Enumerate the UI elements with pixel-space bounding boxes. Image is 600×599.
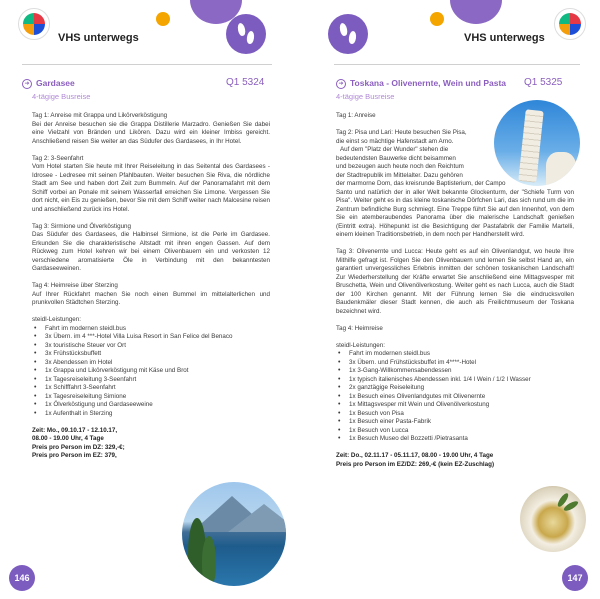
price-line: Preis pro Person im EZ/DZ: 269,-€ (kein EZ-Zuschlag): [336, 460, 495, 468]
day-heading: Tag 3: Sirmione und Ölverköstigung: [32, 222, 132, 230]
list-item: • 1x 3-Gang-Willkommensabendessen: [336, 367, 574, 376]
list-item: • 1x Besuch eines Olivenlandgutes mit Olivenernte: [336, 393, 574, 402]
orange-dot: [156, 12, 170, 26]
price-ez: Preis pro Person im EZ: 379,: [32, 452, 117, 459]
day-description: Bei der Anreise besuchen sie die Grappa Distillerie Marzadro. Genießen Sie dabei eine Vielzahl von Bränden und Likören. Dazu wird ein kleiner Imbiss gereicht. Anschließend reisen Sie weiter an das Südufer des Gardasees, in Ihr Hotel.: [32, 120, 270, 145]
day-description: Auf Ihrer Rückfahrt machen Sie noch einen Bummel im mittelalterlichen und prunkvollen Städtchen Sterzing.: [32, 290, 270, 306]
day-line: bedeutendsten Bauwerke dicht beisammen: [336, 154, 456, 162]
day-heading: Tag 4: Heimreise: [336, 324, 383, 332]
list-item: • Fahrt im modernen steidl.bus: [32, 325, 270, 334]
day-line: die einst so mächtige Hafenstadt am Arno.: [336, 137, 454, 145]
day-heading: Tag 1: Anreise mit Grappa und Likörverköstigung: [32, 112, 168, 119]
list-item: • 1x Besuch von Lucca: [336, 427, 574, 436]
services-heading: steidl-Leistungen:: [32, 316, 81, 323]
page-number: 146: [9, 565, 35, 591]
trip-code: Q1 5324: [226, 77, 265, 88]
page-right: [300, 0, 600, 599]
trip-code: Q1 5325: [524, 77, 563, 88]
trip-subtitle: 4-tägige Busreise: [32, 92, 91, 101]
lake-garda-photo: [182, 482, 286, 586]
header-brand: VHS unterwegs: [58, 32, 139, 44]
vhs-logo: [18, 8, 50, 40]
orange-dot: [430, 12, 444, 26]
trip-subtitle: 4-tägige Busreise: [336, 92, 395, 101]
list-item: • 1x Grappa und Likörverköstigung mit Käse und Brot: [32, 367, 270, 376]
trip-title: ➜ Toskana - Olivenernte, Wein und Pasta: [336, 78, 506, 89]
list-item: • 1x Besuch einer Pasta-Fabrik: [336, 418, 574, 427]
day-line: und bezeugen auch heute noch den Reichtum: [336, 163, 464, 170]
header-rule: [22, 64, 272, 65]
price-dz: Preis pro Person im DZ: 329,-€;: [32, 443, 125, 451]
trip-date: Zeit: Do., 02.11.17 - 05.11.17, 08.00 - 19.00 Uhr, 4 Tage: [336, 452, 494, 459]
day-line: der marmorne Dom, das kreisrunde Baptisterium, der Campo: [336, 180, 506, 187]
list-item: • 1x Schifffahrt 3-Seenfahrt: [32, 384, 270, 393]
vhs-logo: [554, 8, 586, 40]
list-item: • 1x Mittagsvesper mit Wein und Olivenölverkostung: [336, 401, 574, 410]
header-rule: [334, 64, 580, 65]
list-item: • 1x Besuch Museo del Bozzetti /Pietrasanta: [336, 435, 574, 444]
list-item: • 1x Tagesreiseleitung Simione: [32, 393, 270, 402]
list-item: • 1x typisch italienisches Abendessen inkl. 1/4 l Wein / 1/2 l Wasser: [336, 376, 574, 385]
list-item: • 1x Aufenthalt in Sterzing: [32, 410, 270, 419]
day-heading: Tag 2: 3-Seenfahrt: [32, 154, 84, 162]
day-description: Vom Hotel starten Sie heute mit Ihrer Reiseleitung in das Seitental des Gardasees - Idrosee - Ledresee mit seinen Pfahlbauten. Weiter besuchen Sie Riva, die nördliche Stadt am See und haben dort Zeit zum Bummeln. Auf der Panoramafahrt mit dem Schiff vorbei an Ponale mit seinem Wasserfall erreichen Sie Limone. Vergessen Sie dort nicht, ein Eis zu genießen, bevor Sie mit dem Schiff weiter nach Malcesine reisen und anschließend zurück ins Hotel.: [32, 163, 270, 213]
list-item: • 2x ganztägige Reiseleitung: [336, 384, 574, 393]
trip-time: 08.00 - 19.00 Uhr, 4 Tage: [32, 435, 104, 442]
services-list: [336, 350, 574, 444]
list-item: • 1x Besuch von Pisa: [336, 410, 574, 419]
purple-blob: [450, 0, 502, 24]
day-description: Tag 3: Olivenernte und Lucca: Heute geht es auf ein Olivenlandgut, wo heute Ihre Mithilfe gefragt ist. Folgen Sie den Olivenbauern und lernen Sie selbst Hand an, ein garantiert unvergessliches Erlebnis inmitten der schönen toskanischen Landschaft! Zur Wiederherstellung der Kräfte erwartet Sie anschließend eine Mittagsvesper mit Bruschetta, Wein und Olivenölverkostung. Weiter geht es nach Lucca, auch die Stadt der 100 Kirchen genannt. Mit der Führung lernen Sie die eindrucksvollen Baudenkmäler dieser Stadt kennen, die auch als Freilichtmuseum der Toskana bezeichnet wird.: [336, 248, 574, 315]
footprints-icon: [226, 14, 266, 54]
list-item: • 1x Ölverköstigung und Gardaseeweine: [32, 401, 270, 410]
day-description: Das Südufer des Gardasees, die Halbinsel Sirmione, ist die Perle im Gardasee. Erkunden Sie die charakteristische Altstadt mit ihren engen Gassen. Auf dem Rückweg zum Hotel kehren wir bei einem Olivenbauern ein und verkosten 12 verschiedene aromatisierte Öle in Verbindung mit den bekanntesten Gardaseeweinen.: [32, 231, 270, 272]
itinerary-text: [336, 112, 574, 469]
footprints-icon: [328, 14, 368, 54]
day-heading: Tag 2: Pisa und Lari: Heute besuchen Sie Pisa,: [336, 129, 467, 136]
page-number: 147: [562, 565, 588, 591]
day-heading: Tag 1: Anreise: [336, 112, 376, 119]
trip-title: ➜ Gardasee: [22, 78, 75, 89]
services-list: [32, 325, 270, 419]
list-item: • 3x Übern. und Frühstücksbuffet im 4****-Hotel: [336, 359, 574, 368]
day-line: der Stadtrepublik im Mittelalter. Dazu gehören: [336, 171, 463, 179]
services-heading: steidl-Leistungen:: [336, 341, 385, 349]
header-brand: VHS unterwegs: [464, 32, 545, 44]
day-description: Santo und natürlich der in aller Welt bekannte Glockenturm, der "Schiefe Turm von Pisa". Weiter geht es in das kleine toskanische Dörfchen Lari, das sich rund um die im Zentrum befindliche Burg schmiegt. Eine Treppe führt Sie auf den Innenhof, von dem Sie ein atemberaubendes Panorama über die malerische Landschaft genießen (Eintritt extra). Höhepunkt ist die Besichtigung der Pastafabrik der Familie Martelli, einem kleinen Traditionsbetrieb, in dem noch per Handherstellt wird.: [336, 188, 574, 238]
list-item: • 3x Übern. im 4 ***-Hotel Villa Luisa Resort in San Felice del Benaco: [32, 333, 270, 342]
day-heading: Tag 4: Heimreise über Sterzing: [32, 282, 118, 289]
list-item: • 3x Frühstücksbuffett: [32, 350, 270, 359]
trip-date: Zeit: Mo., 09.10.17 - 12.10.17,: [32, 426, 118, 434]
itinerary-text: [32, 112, 270, 461]
list-item: • 3x touristische Steuer vor Ort: [32, 342, 270, 351]
olive-oil-photo: [520, 486, 586, 552]
list-item: • 3x Abendessen im Hotel: [32, 359, 270, 368]
day-line: Auf dem "Platz der Wunder" stehen die: [340, 146, 449, 153]
list-item: • Fahrt im modernen steidl.bus: [336, 350, 574, 359]
list-item: • 1x Tagesreiseleitung 3-Seenfahrt: [32, 376, 270, 385]
